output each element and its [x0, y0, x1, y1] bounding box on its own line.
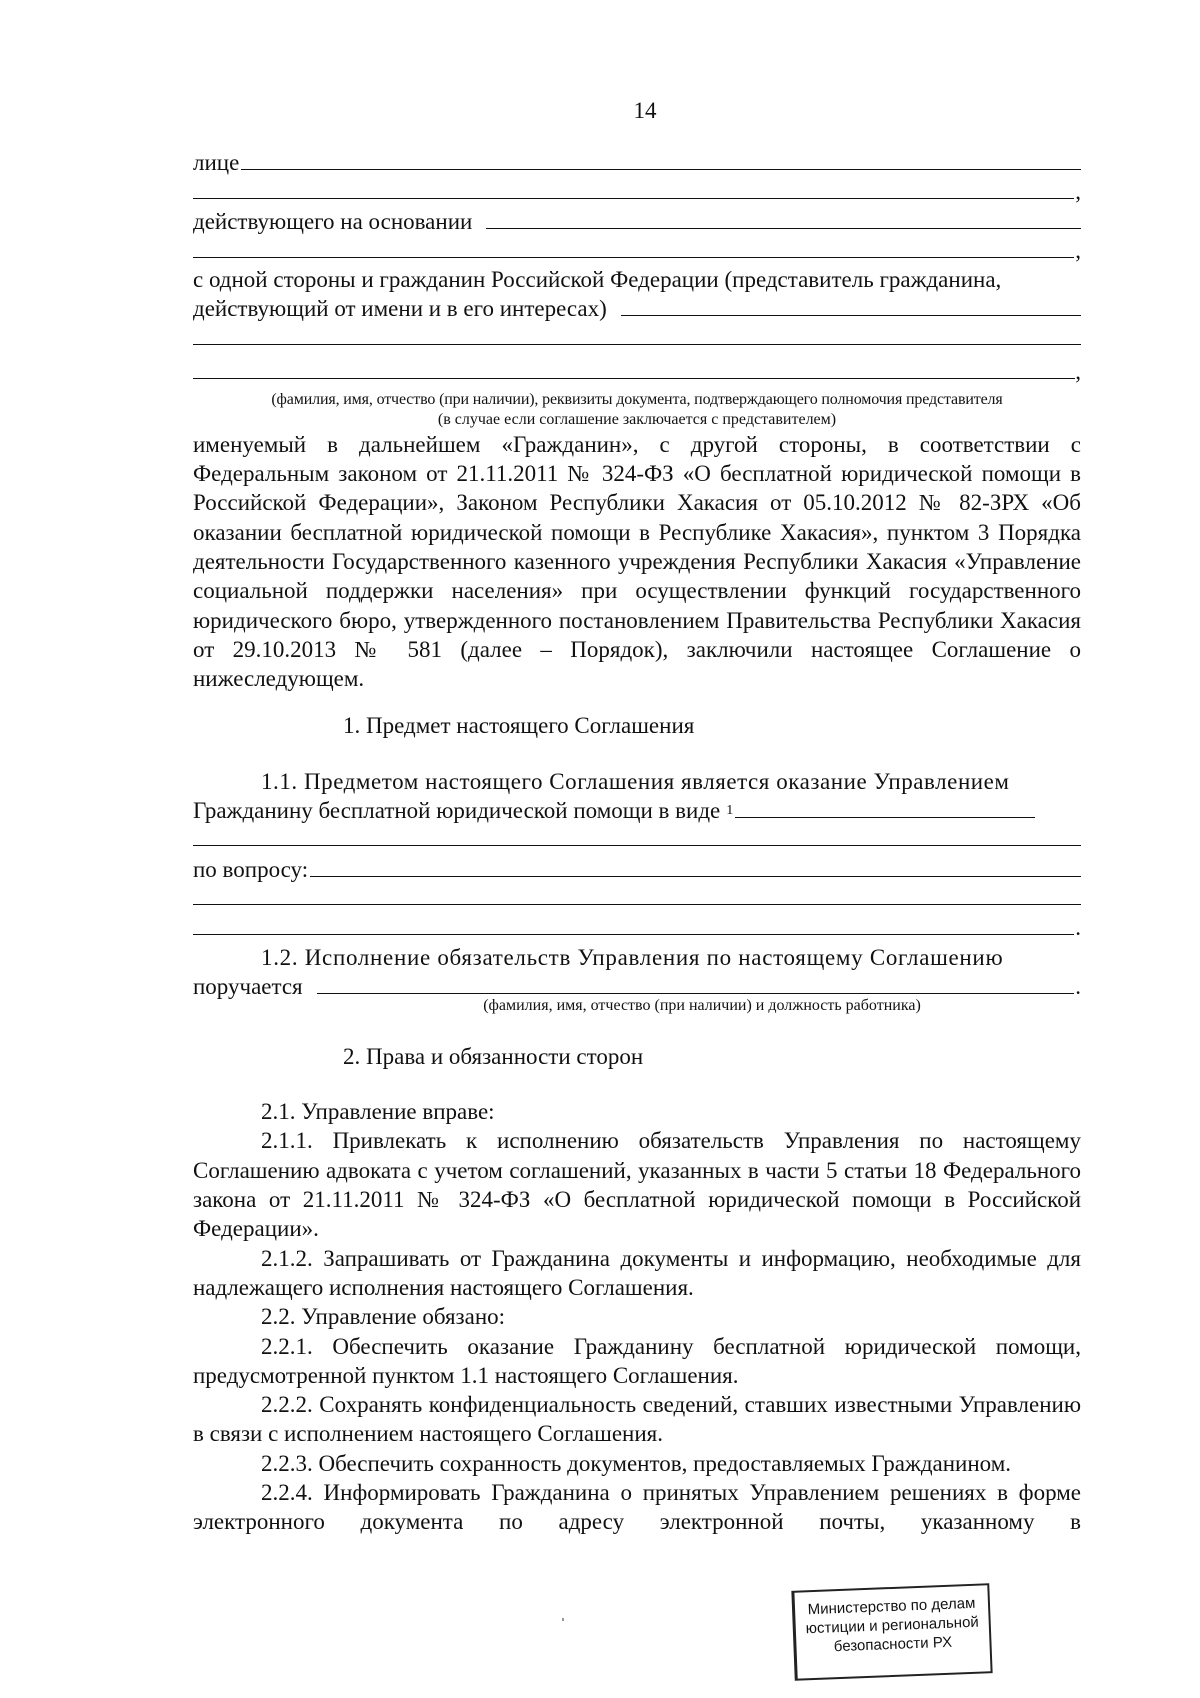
comma: , [1075, 358, 1081, 384]
stamp-line-1: Министерство по делам [807, 1594, 976, 1619]
blank-line [193, 884, 1081, 913]
on-question-line [193, 855, 1081, 884]
assistance-type-blank [735, 797, 1035, 818]
p2-1-2: 2.1.2. Запрашивать от Гражданина документы и информацию, необходимые для надлежащего исполнения настоящего Соглашения. [193, 1245, 1081, 1300]
p1-2-line1 [193, 943, 1081, 972]
blank-field [193, 178, 1074, 199]
comma: , [1075, 237, 1081, 263]
blank-line [193, 177, 1081, 206]
p2-2-2: 2.2.2. Сохранять конфиденциальность сведений, ставших известными Управлению в связи с исполнением настоящего Соглашения. [193, 1392, 1081, 1447]
blank-field [193, 825, 1081, 846]
p2-1: 2.1. Управление вправе: [261, 1099, 495, 1125]
acting-behalf-blank [621, 295, 1081, 316]
stamp-line-2: юстиции и региональной [805, 1613, 980, 1638]
intro-paragraph: именуемый в дальнейшем «Гражданин», с другой стороны, в соответствии с Федеральным законом от 21.11.2011 № 324-ФЗ «О бесплатной юридической помощи в Российской Федерации», Законом Республики Хакасия от 05.10.2012 № 82-ЗРХ «Об оказании бесплатной юридической помощи в Республике Хакасия», пунктом 3 Порядка деятельности Государственного казенного учреждения Республики Хакасия «Управление социальной поддержки населения» при осуществлении функций государственного юридического бюро, утвержденного постановлением Правительства Республики Хакасия от 29.10.2013 № 581 (далее – Порядок), заключили настоящее Соглашение о нижеследующем. [193, 431, 1081, 692]
p2-1-1: 2.1.1. Привлекать к исполнению обязательств Управления по настоящему Соглашению адвоката с учетом соглашений, указанных в части 5 статьи 18 Федерального закона от 21.11.2011 № 324-ФЗ «О бесплатной юридической помощи в Российской Федерации». [193, 1128, 1081, 1242]
p1-2-line2 [193, 972, 1081, 999]
face-label: лице [193, 150, 240, 175]
p2-2-4: 2.2.4. Информировать Гражданина о принятых Управлением решениях в форме электронного документа по адресу электронной почты, указанному в [193, 1479, 1081, 1535]
period: . [1075, 973, 1081, 999]
p1-2-text: 1.2. Исполнение обязательств Управления по настоящему Соглашению [261, 944, 1004, 970]
face-line [193, 148, 1081, 177]
footnote-mark: 1 [726, 803, 734, 819]
blank-line [193, 913, 1081, 942]
representative-caption-1: (фамилия, имя, отчество (при наличии), реквизиты документа, подтверждающего полномочия представителя [271, 390, 1003, 408]
acting-basis-line [193, 207, 1081, 236]
p1-1-line2 [193, 796, 1081, 825]
on-question-label: по вопросу: [193, 856, 309, 882]
section2-heading: 2. Права и обязанности сторон [343, 1043, 644, 1069]
blank-field [193, 324, 1081, 345]
scan-speck [562, 1618, 564, 1621]
ministry-stamp [791, 1583, 992, 1681]
employee-blank [317, 973, 1075, 994]
representative-caption-2: (в случае если соглашение заключается с представителем) [437, 410, 837, 428]
p2-2-3: 2.2.3. Обеспечить сохранность документов, предоставляемых Гражданином. [261, 1450, 1012, 1476]
agreement-body [193, 148, 1081, 1537]
stamp-line-3: безопасности РХ [833, 1633, 953, 1656]
blank-line [193, 357, 1081, 390]
employee-caption: (фамилия, имя, отчество (при наличии) и должность работника) [483, 996, 921, 1014]
face-blank [241, 149, 1081, 170]
acting-basis-label: действующего на основании [193, 208, 473, 234]
p1-1-text2: Гражданину бесплатной юридической помощи в виде [193, 798, 721, 824]
acting-behalf-label: действующий от имени и в его интересах) [193, 296, 607, 322]
blank-line [193, 236, 1081, 265]
blank-field [193, 914, 1074, 935]
p2-2: 2.2. Управление обязано: [261, 1304, 506, 1330]
blank-field [193, 884, 1081, 905]
blank-line [193, 825, 1081, 854]
blank-field [193, 358, 1075, 379]
blank-line [193, 324, 1081, 357]
p2-2-1: 2.2.1. Обеспечить оказание Гражданину бесплатной юридической помощи, предусмотренной пунктом 1.1 настоящего Соглашения. [193, 1333, 1081, 1388]
p1-1-text: 1.1. Предметом настоящего Соглашения является оказание Управлением [261, 768, 1010, 794]
section1-heading: 1. Предмет настоящего Соглашения [343, 713, 695, 739]
one-side-text: с одной стороны и гражданин Российской Федерации (представитель гражданина, [193, 267, 1002, 293]
on-question-blank [310, 856, 1081, 877]
one-side-line [193, 265, 1081, 294]
entrusted-label: поручается [193, 973, 303, 999]
comma: , [1075, 179, 1081, 205]
page-number: 14 [633, 98, 657, 123]
blank-field [193, 237, 1074, 258]
acting-basis-blank [486, 208, 1081, 229]
period: . [1075, 915, 1081, 941]
p1-1-line1 [193, 767, 1081, 796]
acting-behalf-line [193, 294, 1081, 323]
